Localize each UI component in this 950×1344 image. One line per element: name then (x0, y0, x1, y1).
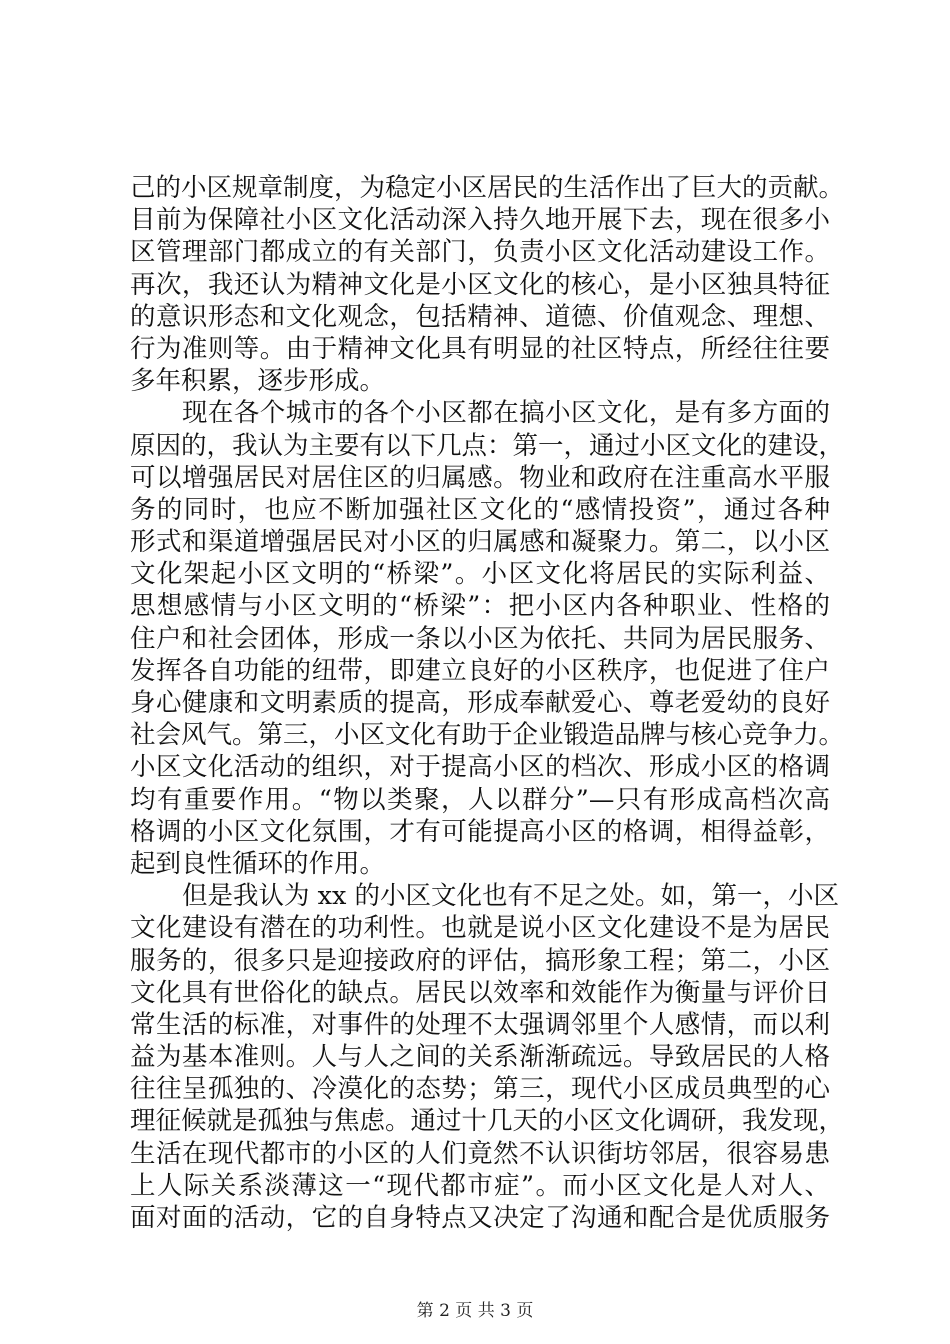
text-line: 区管理部门都成立的有关部门，负责小区文化活动建设工作。 (130, 237, 830, 268)
text-line: 文化建设有潜在的功利性。也就是说小区文化建设不是为居民 (130, 913, 830, 944)
text-line: 社会风气。第三，小区文化有助于企业锻造品牌与核心竞争力。 (130, 720, 845, 751)
text-line: 理征候就是孤独与焦虑。通过十几天的小区文化调研，我发现， (130, 1106, 845, 1137)
text-line: 小区文化活动的组织，对于提高小区的档次、形成小区的格调 (130, 752, 830, 783)
text-line: 身心健康和文明素质的提高，形成奉献爱心、尊老爱幼的良好 (130, 688, 830, 718)
text-line: 益为基本准则。人与人之间的关系渐渐疏远。导致居民的人格 (130, 1042, 830, 1073)
text-line: 文化具有世俗化的缺点。居民以效率和效能作为衡量与评价日 (130, 977, 830, 1008)
text-line: 服务的，很多只是迎接政府的评估，搞形象工程；第二，小区 (130, 945, 830, 976)
text-line: 思想感情与小区文明的“桥梁”：把小区内各种职业、性格的 (130, 591, 830, 622)
text-line: 起到良性循环的作用。 (130, 848, 386, 879)
text-line: 常生活的标准，对事件的处理不太强调邻里个人感情，而以利 (130, 1009, 830, 1040)
text-line: 格调的小区文化氛围，才有可能提高小区的格调，相得益彰， (130, 816, 830, 847)
text-line: 的意识形态和文化观念，包括精神、道德、价值观念、理想、 (130, 301, 830, 332)
text-line: 现在各个城市的各个小区都在搞小区文化，是有多方面的 (182, 398, 830, 429)
text-line: 面对面的活动，它的自身特点又决定了沟通和配合是优质服务 (130, 1203, 830, 1233)
text-line: 目前为保障社小区文化活动深入持久地开展下去，现在很多小 (130, 205, 830, 236)
text-line: 形式和渠道增强居民对小区的归属感和凝聚力。第二，以小区 (130, 527, 830, 558)
text-line: 往往呈孤独的、冷漠化的态势；第三，现代小区成员典型的心 (130, 1074, 830, 1105)
text-line: 发挥各自功能的纽带，即建立良好的小区秩序，也促进了住户 (130, 655, 830, 686)
page-footer: 第 2 页 共 3 页 (416, 1301, 534, 1321)
text-line: 但是我认为 xx 的小区文化也有不足之处。如，第一，小区 (182, 881, 839, 912)
text-line: 可以增强居民对居住区的归属感。物业和政府在注重高水平服 (130, 462, 830, 493)
text-line: 多年积累，逐步形成。 (130, 366, 386, 397)
text-line: 己的小区规章制度，为稳定小区居民的生活作出了巨大的贡献。 (130, 173, 845, 203)
text-line: 再次，我还认为精神文化是小区文化的核心，是小区独具特征 (130, 269, 830, 300)
text-line: 均有重要作用。“物以类聚，人以群分”—只有形成高档次高 (130, 784, 830, 815)
text-line: 务的同时，也应不断加强社区文化的“感情投资”，通过各种 (130, 494, 830, 525)
text-line: 原因的，我认为主要有以下几点：第一，通过小区文化的建设， (130, 430, 845, 461)
text-line: 生活在现代都市的小区的人们竟然不认识街坊邻居，很容易患 (130, 1138, 830, 1169)
document-body (130, 172, 845, 1234)
text-line: 行为准则等。由于精神文化具有明显的社区特点，所经往往要 (130, 333, 830, 364)
text-line: 上人际关系淡薄这一“现代都市症”。而小区文化是人对人、 (130, 1170, 830, 1201)
text-line: 住户和社会团体，形成一条以小区为依托、共同为居民服务、 (130, 623, 830, 654)
text-line: 文化架起小区文明的“桥梁”。小区文化将居民的实际利益、 (130, 559, 830, 590)
